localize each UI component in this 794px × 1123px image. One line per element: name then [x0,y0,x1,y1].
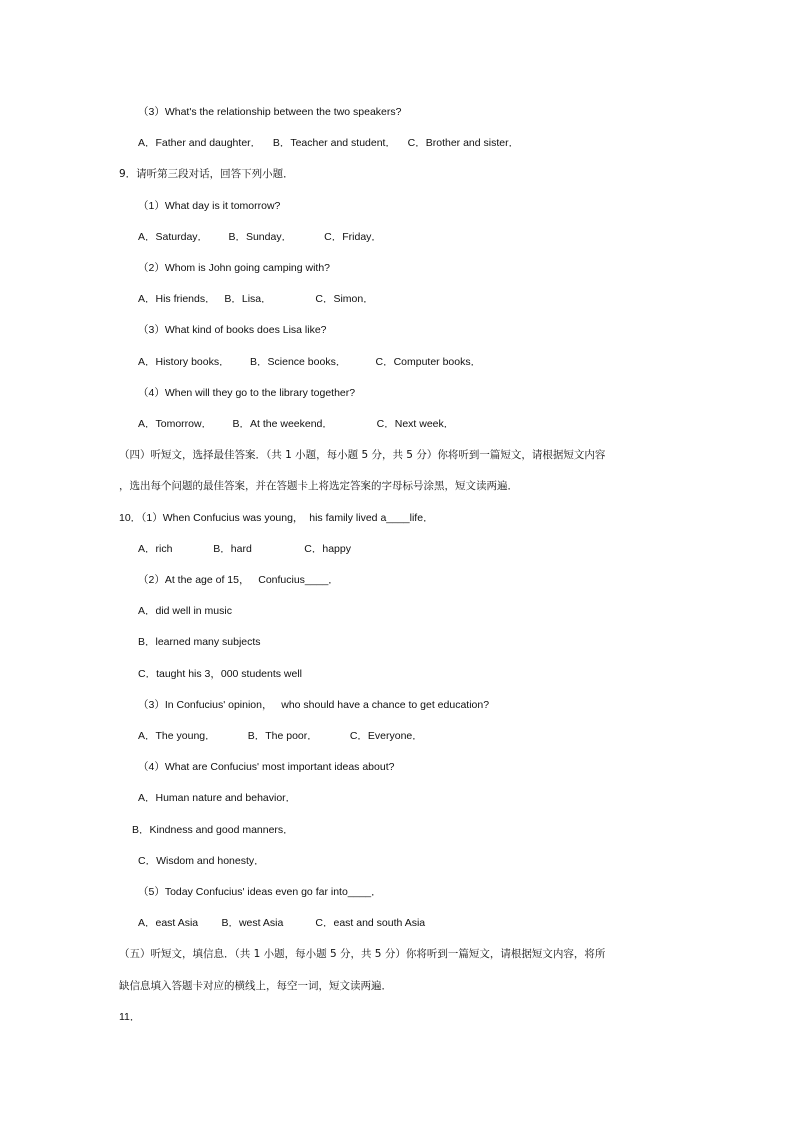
section4-intro-line1: （四）听短文，选择最佳答案．（共 1 小题，每小题 5 分，共 5 分）你将听到一篇短文，请根据短文内容 [119,449,606,461]
q10-sub5-question: （5）Today Confucius' ideas even go far into____． [138,886,382,898]
q10-sub3-options: A．The young． B．The poor． C．Everyone． [138,730,423,742]
q10-sub2-option-b: B．learned many subjects [138,636,261,648]
q9-sub3-options: A．History books． B．Science books． C．Computer books． [138,356,482,368]
section4-intro-line2: ，选出每个问题的最佳答案，并在答题卡上将选定答案的字母标号涂黑，短文读两遍． [119,480,518,492]
q9-sub4-question: （4）When will they go to the library together? [138,387,356,399]
q9-sub3-question: （3）What kind of books does Lisa like? [138,324,327,336]
q10-sub4-option-a: A．Human nature and behavior． [138,792,297,804]
q9-sub2-question: （2）Whom is John going camping with? [138,262,331,274]
q10-sub2-question: （2）At the age of 15， Confucius____． [138,574,339,586]
q10-sub1-question: 10．（1）When Confucius was young， his family lived a____life． [119,512,434,524]
q8-sub3-question: （3）What's the relationship between the two speakers? [138,106,402,118]
q10-sub2-option-a: A．did well in music [138,605,232,617]
q10-sub1-options: A．rich B．hard C．happy [138,543,351,555]
q9-sub1-options: A．Saturday． B．Sunday． C．Friday． [138,231,382,243]
q9-sub1-question: （1）What day is it tomorrow? [138,200,281,212]
section5-intro-line2: 缺信息填入答题卡对应的横线上，每空一词，短文读两遍． [119,980,392,992]
q9-sub2-options: A．His friends． B．Lisa． C．Simon． [138,293,374,305]
q10-sub4-option-b: B．Kindness and good manners． [132,824,294,836]
q8-sub3-options: A．Father and daughter． B．Teacher and student． C．Brother and sister． [138,137,520,149]
q10-sub3-question: （3）In Confucius' opinion， who should have a chance to get education? [138,699,490,711]
q11-label: 11． [119,1011,141,1023]
q10-sub2-option-c: C．taught his 3，000 students well [138,668,303,680]
q9-sub4-options: A．Tomorrow． B．At the weekend． C．Next week． [138,418,455,430]
q9-heading: 9．请听第三段对话，回答下列小题． [119,168,294,180]
section5-intro-line1: （五）听短文，填信息．（共 1 小题，每小题 5 分，共 5 分）你将听到一篇短文，请根据短文内容，将所 [119,948,606,960]
q10-sub5-options: A．east Asia B．west Asia C．east and south Asia [138,917,426,929]
q10-sub4-option-c: C．Wisdom and honesty． [138,855,265,867]
q10-sub4-question: （4）What are Confucius' most important ideas about? [138,761,395,773]
